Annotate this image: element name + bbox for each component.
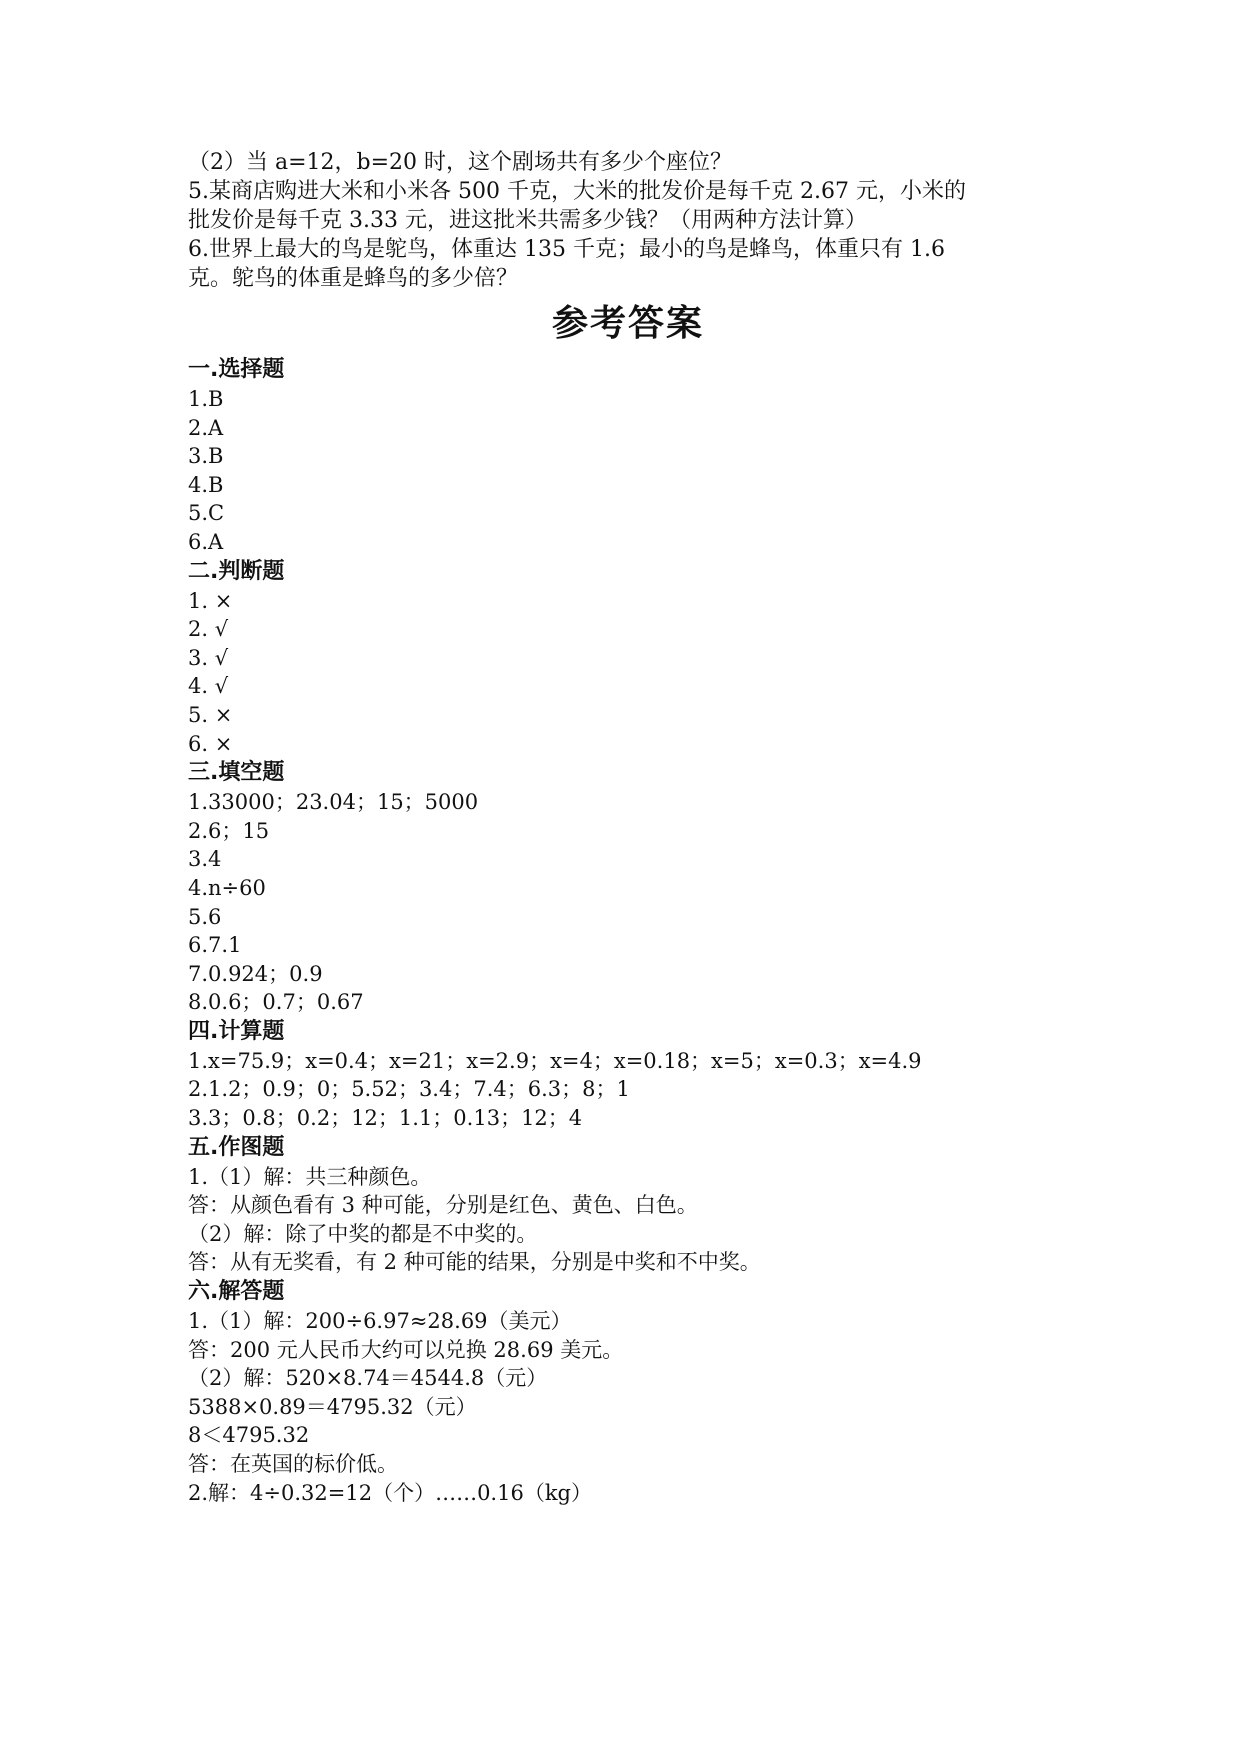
question-line: 5.某商店购进大米和小米各 500 千克，大米的批发价是每千克 2.67 元，小米的 (188, 179, 966, 204)
answer-line: （2）解：520×8.74＝4544.8（元） (188, 1366, 548, 1391)
answer-line: 2. √ (188, 617, 229, 642)
answer-line: 5. × (188, 702, 233, 727)
answer-line: 4.n÷60 (188, 875, 266, 900)
answer-line: 1.B (188, 387, 224, 411)
answer-title: 参考答案 (551, 303, 704, 344)
answer-line: 1.x=75.9；x=0.4；x=21；x=2.9；x=4；x=0.18；x=5；x=0.3；x=4.9 (188, 1048, 922, 1073)
question-line: 批发价是每千克 3.33 元，进这批米共需多少钱？（用两种方法计算） (188, 208, 867, 233)
answer-line: 6.A (188, 529, 224, 554)
answer-line: 答：从颜色看有 3 种可能，分别是红色、黄色、白色。 (188, 1193, 698, 1218)
answer-line: 5388×0.89＝4795.32（元） (188, 1394, 477, 1419)
answer-line: 8.0.6；0.7；0.67 (188, 990, 364, 1015)
section-drawing (188, 1133, 1068, 1277)
answer-line: 3.B (188, 444, 224, 469)
answer-line: （2）解：除了中奖的都是不中奖的。 (188, 1221, 538, 1246)
answer-line: 1.（1）解：200÷6.97≈28.69（美元） (188, 1309, 572, 1334)
answer-line: 4.B (188, 472, 224, 497)
answer-line: 2.A (188, 415, 224, 440)
answer-line: 6.7.1 (188, 933, 242, 958)
answer-line: 5.C (188, 501, 225, 526)
question-line: 6.世界上最大的鸟是鸵鸟，体重达 135 千克；最小的鸟是蜂鸟，体重只有 1.6 (188, 237, 945, 262)
answer-line: 4. √ (188, 674, 229, 699)
section-heading: 六.解答题 (188, 1279, 285, 1305)
answer-line: 1.33000；23.04；15；5000 (188, 790, 479, 815)
section-calculation (188, 1017, 1068, 1133)
question-line: （2）当 a=12，b=20 时，这个剧场共有多少个座位？ (188, 150, 733, 175)
answer-line: 7.0.924；0.9 (188, 961, 323, 986)
section-choice (188, 355, 1068, 557)
answer-line: 3. √ (188, 645, 229, 670)
section-heading: 五.作图题 (188, 1134, 285, 1160)
section-heading: 二.判断题 (188, 558, 285, 584)
answer-line: 2.6；15 (188, 818, 270, 843)
section-word-problems (188, 1277, 1068, 1507)
section-fill-blank (188, 758, 1068, 1017)
section-true-false (188, 557, 1068, 759)
section-heading: 一.选择题 (188, 357, 285, 382)
question-block (188, 148, 1068, 293)
answer-line: 3.3；0.8；0.2；12；1.1；0.13；12；4 (188, 1106, 583, 1131)
answer-line: 答：从有无奖看，有 2 种可能的结果，分别是中奖和不中奖。 (188, 1250, 761, 1275)
section-heading: 三.填空题 (188, 760, 285, 786)
answer-line: 1. × (188, 588, 233, 613)
answer-line: 6. × (188, 731, 233, 756)
answer-line: 3.4 (188, 847, 222, 872)
question-line: 克。鸵鸟的体重是蜂鸟的多少倍？ (188, 266, 519, 291)
answer-line: 5.6 (188, 904, 222, 929)
answer-line: 答：200 元人民币大约可以兑换 28.69 美元。 (188, 1337, 624, 1362)
answer-line: 答：在英国的标价低。 (188, 1452, 398, 1476)
answer-line: 2.解：4÷0.32=12（个）……0.16（kg） (188, 1480, 592, 1505)
document-page (188, 148, 1068, 1507)
section-heading: 四.计算题 (188, 1018, 285, 1044)
answer-line: 8＜4795.32 (188, 1423, 310, 1448)
answer-line: 2.1.2；0.9；0；5.52；3.4；7.4；6.3；8；1 (188, 1077, 630, 1102)
answer-line: 1.（1）解：共三种颜色。 (188, 1164, 432, 1189)
